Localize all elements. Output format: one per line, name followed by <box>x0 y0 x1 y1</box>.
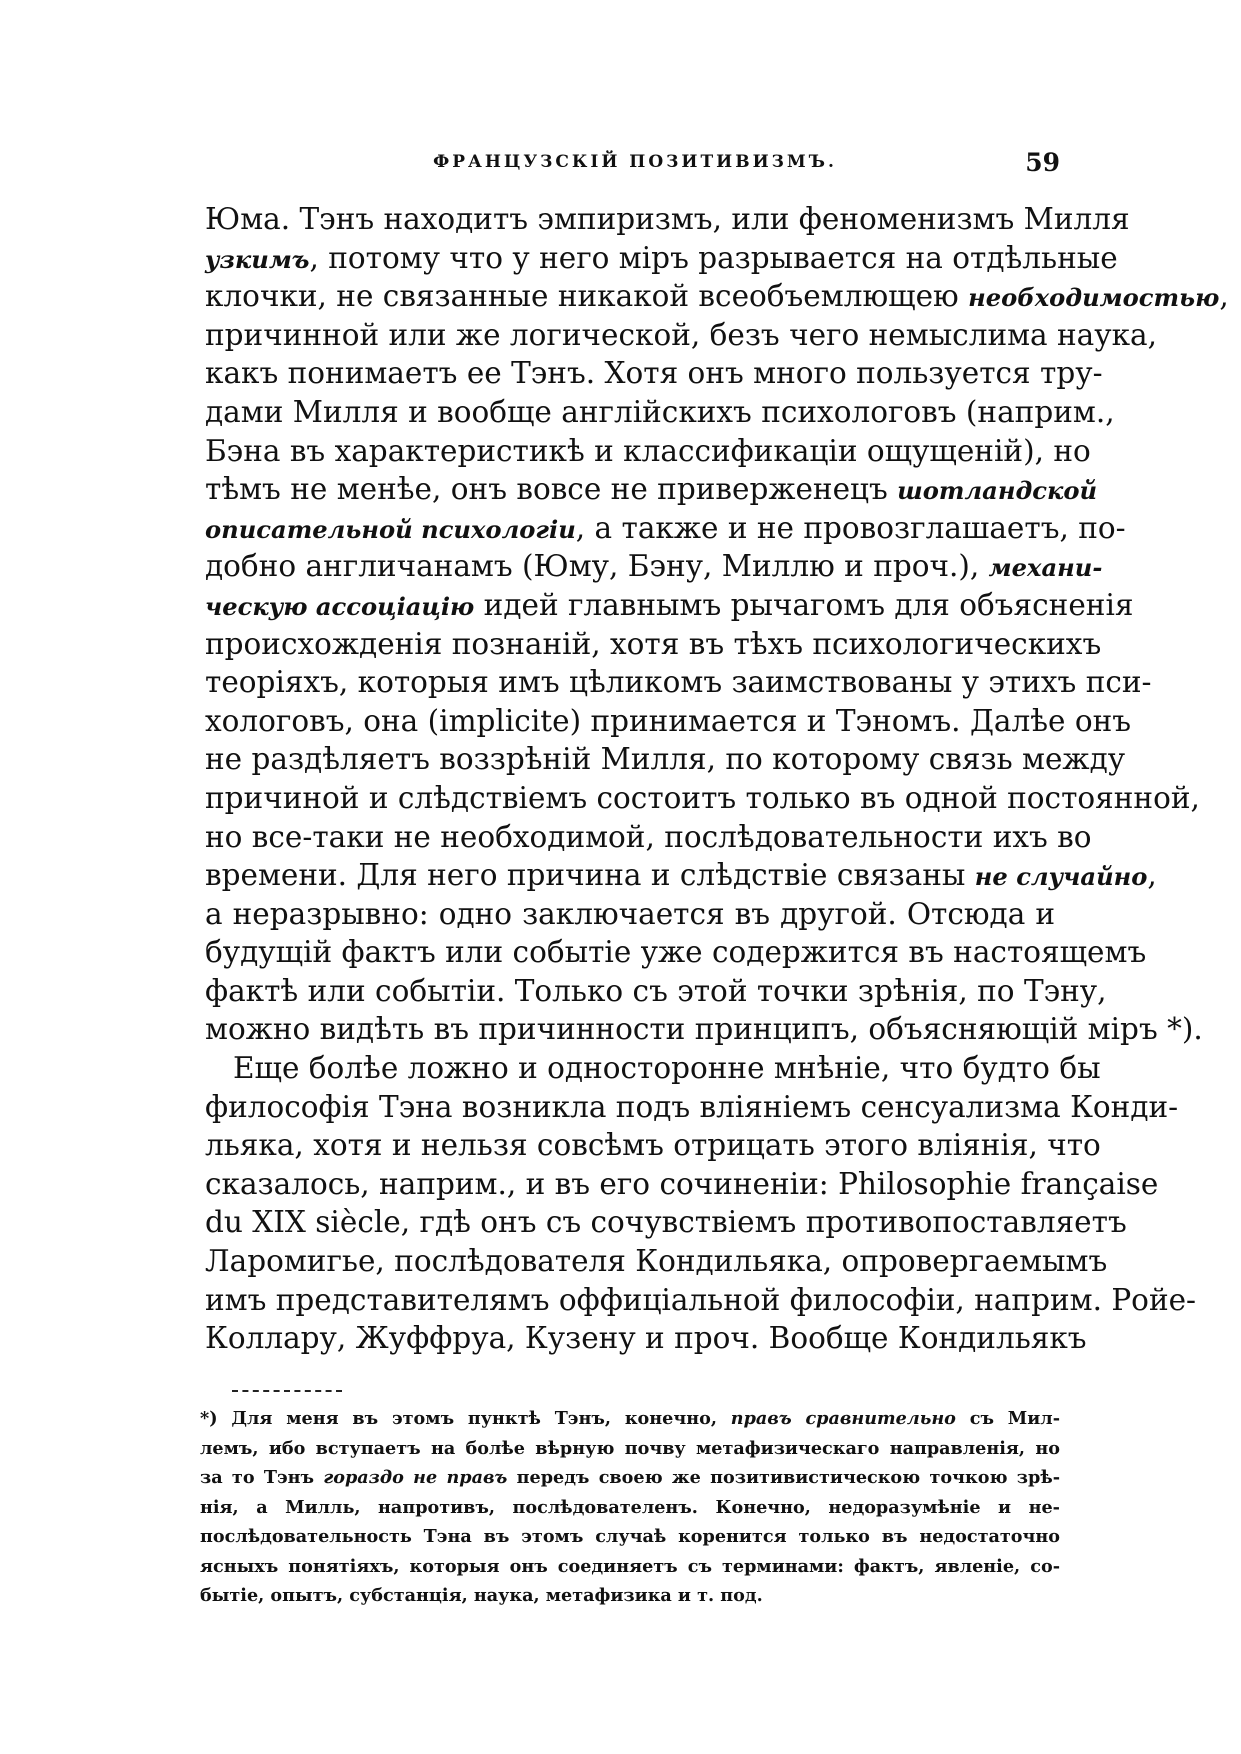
footnote-separator <box>232 1390 342 1395</box>
text-line: теоріяхъ, которыя имъ цѣликомъ заимствованы у этихъ пси- <box>205 665 1152 700</box>
text-line: можно видѣть въ причинности принципъ, объясняющій міръ *). <box>205 1012 1203 1047</box>
italic-phrase: шотландской <box>897 476 1098 506</box>
running-head: ФРАНЦУЗСКІЙ ПОЗИТИВИЗМЪ. <box>433 152 837 172</box>
footnote-line: бытіе, опытъ, субстанція, наука, метафизика и т. под. <box>200 1585 763 1606</box>
italic-phrase: необходимостью <box>968 283 1220 313</box>
page-number: 59 <box>1025 148 1060 177</box>
text-line: клочки, не связанные никакой всеобъемлющею необходимостью, <box>205 279 1229 314</box>
text-line: имъ представителямъ оффиціальной философіи, наприм. Ройе- <box>205 1282 1197 1317</box>
text-line: но все-таки не необходимой, послѣдовательности ихъ во <box>205 819 1092 854</box>
text-line: причинной или же логической, безъ чего немыслима наука, <box>205 317 1158 352</box>
text-line: какъ понимаетъ ее Тэнъ. Хотя онъ много пользуется тру- <box>205 356 1103 391</box>
text-line: философія Тэна возникла подъ вліяніемъ сенсуализма Конди- <box>205 1089 1179 1124</box>
footnote-line: нія, а Милль, напротивъ, послѣдователенъ. Конечно, недоразумѣніе и не- <box>200 1496 1060 1518</box>
footnote <box>200 1404 1060 1611</box>
text-line: Бэна въ характеристикѣ и классификаціи ощущеній), но <box>205 433 1091 468</box>
text-line: Коллару, Жуффруа, Кузену и проч. Вообще Кондильякъ <box>205 1321 1087 1356</box>
text-line: описательной психологіи, а также и не провозглашаетъ, по- <box>205 510 1126 545</box>
text-line: Ларомигье, послѣдователя Кондильяка, опровергаемымъ <box>205 1244 1108 1279</box>
text-line: Еще болѣе ложно и односторонне мнѣніе, что будто бы <box>233 1051 1101 1086</box>
footnote-line: лемъ, ибо вступаетъ на болѣе вѣрную почву метафизическаго направленія, но <box>200 1437 1060 1459</box>
footnote-line: ясныхъ понятіяхъ, которыя онъ соединяетъ съ терминами: фактъ, явленіе, со- <box>200 1555 1060 1577</box>
italic-phrase: узкимъ <box>205 244 310 274</box>
text-line: льяка, хотя и нельзя совсѣмъ отрицать этого вліянія, что <box>205 1128 1101 1163</box>
italic-phrase: описательной психологіи <box>205 514 576 544</box>
text-line: сказалось, наприм., и въ его сочиненіи: Philosophie française <box>205 1166 1159 1201</box>
italic-phrase: гораздо не правъ <box>323 1467 508 1488</box>
text-line: дами Милля и вообще англійскихъ психологовъ (наприм., <box>205 394 1115 429</box>
text-line: ческую ассоціацію идей главнымъ рычагомъ для объясненія <box>205 587 1134 622</box>
text-line: тѣмъ не менѣе, онъ вовсе не приверженецъ шотландской <box>205 472 1098 507</box>
footnote-line: послѣдовательность Тэна въ этомъ случаѣ коренится только въ недостаточно <box>200 1526 1060 1547</box>
text-line: хологовъ, она (implicite) принимается и Тэномъ. Далѣе онъ <box>205 703 1132 738</box>
text-line: будущій фактъ или событіе уже содержится въ настоящемъ <box>205 935 1147 970</box>
italic-phrase: правъ сравнительно <box>730 1408 956 1429</box>
text-line: добно англичанамъ (Юму, Бэну, Миллю и проч.), механи- <box>205 549 1103 584</box>
text-line: du XIX siècle, гдѣ онъ съ сочувствіемъ противопоставляетъ <box>205 1205 1127 1240</box>
text-line: узкимъ, потому что у него міръ разрывается на отдѣльные <box>205 240 1118 275</box>
text-line: времени. Для него причина и слѣдствіе связаны не случайно, <box>205 858 1157 893</box>
text-line: Юма. Тэнъ находитъ эмпиризмъ, или феноменизмъ Милля <box>205 202 1130 236</box>
italic-phrase: механи- <box>988 553 1103 583</box>
text-line: фактѣ или событіи. Только съ этой точки зрѣнія, по Тэну, <box>205 973 1107 1008</box>
main-text <box>205 200 1229 1358</box>
footnote-line: *) Для меня въ этомъ пунктѣ Тэнъ, конечно, правъ сравнительно съ Мил- <box>200 1408 1060 1429</box>
italic-phrase: не случайно <box>974 862 1148 892</box>
page-header <box>210 148 1060 184</box>
text-line: не раздѣляетъ воззрѣній Милля, по которому связь между <box>205 742 1126 777</box>
text-line: а неразрывно: одно заключается въ другой. Отсюда и <box>205 896 1055 931</box>
footnote-line: за то Тэнъ гораздо не правъ передъ своею же позитивистическою точкою зрѣ- <box>200 1467 1060 1488</box>
text-line: причиной и слѣдствіемъ состоитъ только въ одной постоянной, <box>205 780 1200 815</box>
text-line: происхожденія познаній, хотя въ тѣхъ психологическихъ <box>205 626 1102 661</box>
italic-phrase: ческую ассоціацію <box>205 591 475 621</box>
